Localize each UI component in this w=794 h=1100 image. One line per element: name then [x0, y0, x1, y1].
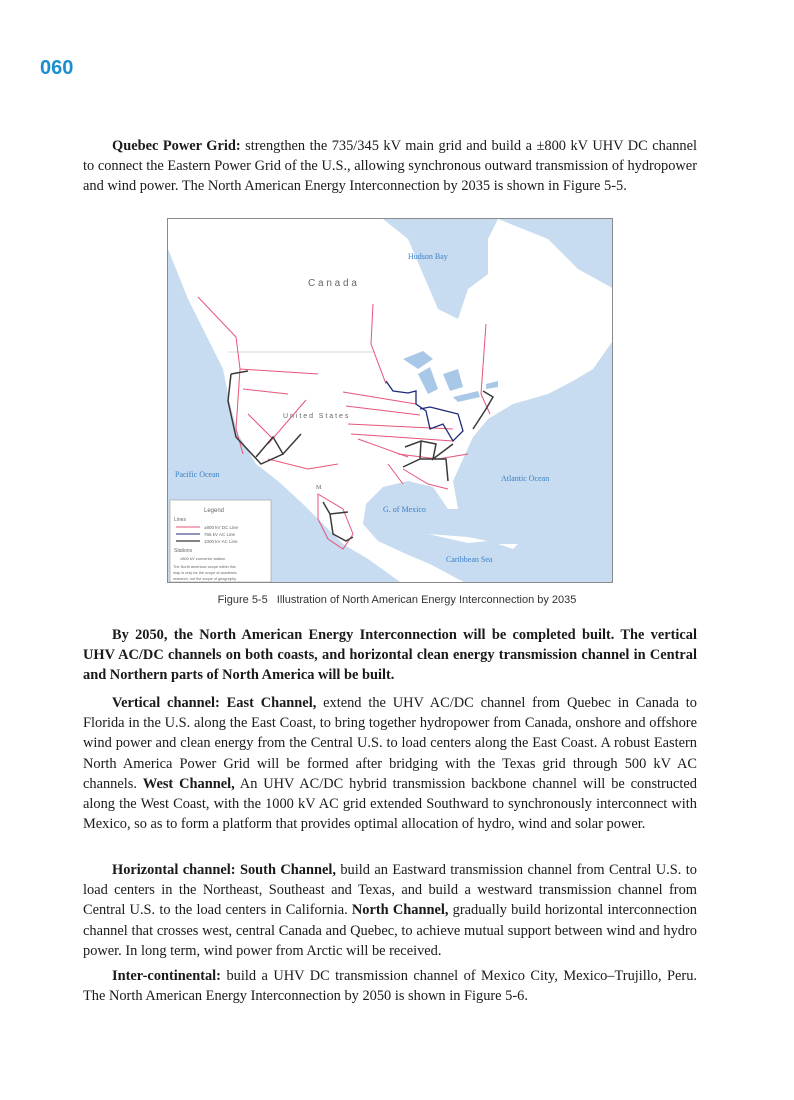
united-states-label: U n i t e d S t a t e s	[283, 413, 349, 420]
paragraph-2050-summary	[83, 625, 697, 686]
legend-note: The North American scope within this	[173, 565, 236, 569]
paragraph-horizontal-channel	[83, 860, 697, 961]
bold-lead: Quebec Power Grid:	[112, 138, 241, 154]
paragraph-text: build an Eastward transmission channel from Central U.S. to load centers in the Northeast, Southeast and Texas, and build a westward transmission channel from Central U.S. to the load centers in California.	[83, 862, 697, 919]
page-number: 060	[40, 57, 74, 79]
paragraph-intercontinental	[83, 966, 697, 1006]
paragraph-vertical-channel	[83, 693, 697, 834]
paragraph-text: extend the UHV AC/DC channel from Quebec in Canada to Florida in the U.S. along the East Coast, to bring together hydropower from Canada, onshore and offshore wind power and clean energy from the Central U.S. to load centers along the East Coast. A robust Eastern North America Power Grid will be formed after bridging with the Texas grid through 500 kV AC channels.	[83, 695, 697, 792]
paragraph-text: strengthen the 735/345 kV main grid and build a ±800 kV UHV DC channel to connect the Eastern Power Grid of the U.S., allowing synchronous outward transmission of hydropower and wind power. The North American Energy Interconnection by 2035 is shown in Figure 5-5.	[83, 138, 697, 195]
caribbean-sea-label: Caribbean Sea	[446, 555, 493, 564]
legend-1000-line: 1000 kV AC Line	[204, 539, 238, 544]
bold-lead: West Channel,	[142, 775, 235, 792]
canada-label: C a n a d a	[308, 278, 357, 289]
legend-lines-heading: Lines	[174, 517, 186, 523]
legend-converter-station: ±800 kV convertor station	[180, 556, 226, 561]
figure-map	[167, 218, 613, 583]
figure-caption	[0, 594, 794, 606]
bold-lead: Vertical channel: East Channel,	[112, 695, 317, 711]
pacific-ocean-label: Pacific Ocean	[175, 470, 220, 479]
legend-title: Legend	[204, 508, 225, 514]
paragraph-text: An UHV AC/DC hybrid transmission backbone channel will be constructed along the West Coast, with the 1000 kV AC grid extended Southward to synchronously interconnect with Mexico, so as to form a platform that provides optimal allocation of hydro, wind and solar power.	[83, 775, 698, 833]
hudson-bay-label: Hudson Bay	[408, 252, 448, 261]
legend-dc-line: ±800 kV DC Line	[204, 525, 238, 530]
caption-number: Figure 5-5	[217, 594, 268, 606]
legend-note: map is only for the scope of academic	[173, 571, 237, 575]
legend-note: research, not the scope of geography.	[173, 577, 237, 581]
bold-lead: Inter-continental:	[112, 968, 221, 984]
paragraph-text: build a UHV DC transmission channel of Mexico City, Mexico–Trujillo, Peru. The North American Energy Interconnection by 2050 is shown in Figure 5-6.	[83, 968, 697, 1005]
paragraph-text: gradually build horizontal interconnection channel that crosses west, central Canada and Quebec, to achieve mutual support between wind and hydro power. In long term, wind power from Arctic will be received.	[83, 902, 697, 959]
north-america-map	[168, 219, 613, 583]
bold-text: By 2050, the North American Energy Interconnection will be completed built. The vertical UHV AC/DC channels on both coasts, and horizontal clean energy transmission channel in Central and Northern parts of North America will be built.	[83, 627, 697, 684]
bold-lead: Horizontal channel: South Channel,	[112, 862, 336, 878]
paragraph-quebec-grid	[83, 136, 697, 197]
caption-text: Illustration of North American Energy Interconnection by 2035	[276, 594, 577, 606]
mexico-label: M	[316, 485, 322, 491]
atlantic-ocean-label: Atlantic Ocean	[501, 474, 550, 483]
gulf-of-mexico-label: G. of Mexico	[383, 505, 426, 514]
legend-stations-heading: Stations	[174, 548, 193, 554]
bold-lead: North Channel,	[351, 902, 449, 919]
legend-765-line: 765 kV AC Line	[204, 532, 236, 537]
map-legend	[170, 500, 271, 582]
